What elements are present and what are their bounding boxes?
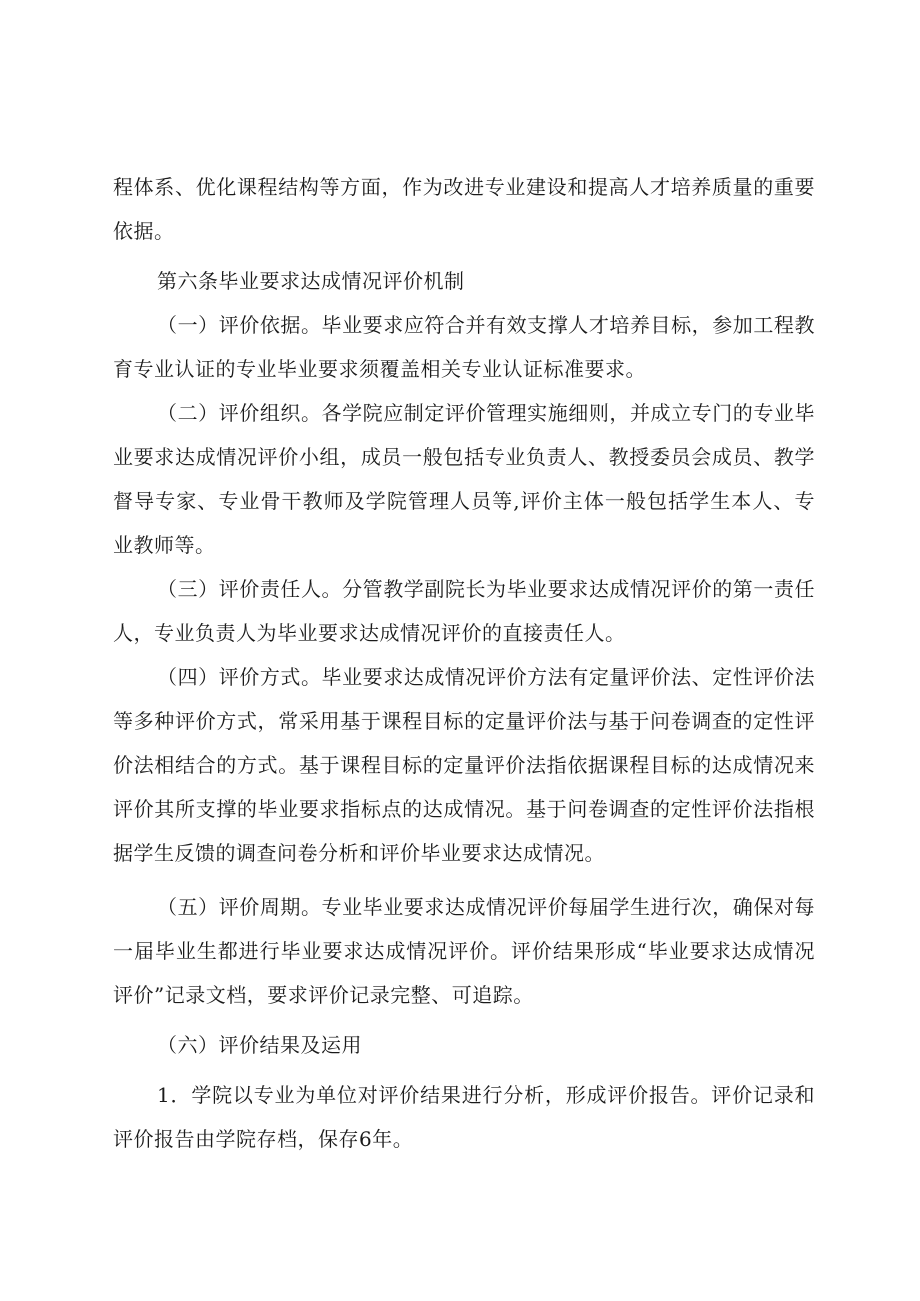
document-body [113, 165, 815, 1161]
paragraph-evaluation-cycle: （五）评价周期。专业毕业要求达成情况评价每届学生进行次，确保对每一届毕业生都进行毕业要求达成情况评价。评价结果形成“毕业要求达成情况评价”记录文档，要求评价记录完整、可追踪。 [113, 895, 815, 1007]
paragraph-results-item-1: 1．学院以专业为单位对评价结果进行分析，形成评价报告。评价记录和评价报告由学院存档，保存6年。 [113, 1083, 815, 1151]
paragraph-evaluation-basis: （一）评价依据。毕业要求应符合并有效支撑人才培养目标，参加工程教育专业认证的专业毕业要求须覆盖相关专业认证标准要求。 [113, 313, 815, 381]
paragraph-continuation: 程体系、优化课程结构等方面，作为改进专业建设和提高人才培养质量的重要依据。 [113, 175, 815, 243]
paragraph-evaluation-method: （四）评价方式。毕业要求达成情况评价方法有定量评价法、定性评价法等多种评价方式，常采用基于课程目标的定量评价法与基于问卷调查的定性评价法相结合的方式。基于课程目标的定量评价法指依据课程目标的达成情况来评价其所支撑的毕业要求指标点的达成情况。基于问卷调查的定性评价法指根据学生反馈的调查问卷分析和评价毕业要求达成情况。 [113, 665, 815, 865]
article-heading: 第六条毕业要求达成情况评价机制 [157, 269, 465, 293]
paragraph-evaluation-responsible: （三）评价责任人。分管教学副院长为毕业要求达成情况评价的第一责任人，专业负责人为毕业要求达成情况评价的直接责任人。 [113, 577, 815, 645]
paragraph-results-heading: （六）评价结果及运用 [157, 1033, 362, 1057]
paragraph-evaluation-organization: （二）评价组织。各学院应制定评价管理实施细则，并成立专门的专业毕业要求达成情况评价小组，成员一般包括专业负责人、教授委员会成员、教学督导专家、专业骨干教师及学院管理人员等,评价主体一般包括学生本人、专业教师等。 [113, 401, 815, 557]
